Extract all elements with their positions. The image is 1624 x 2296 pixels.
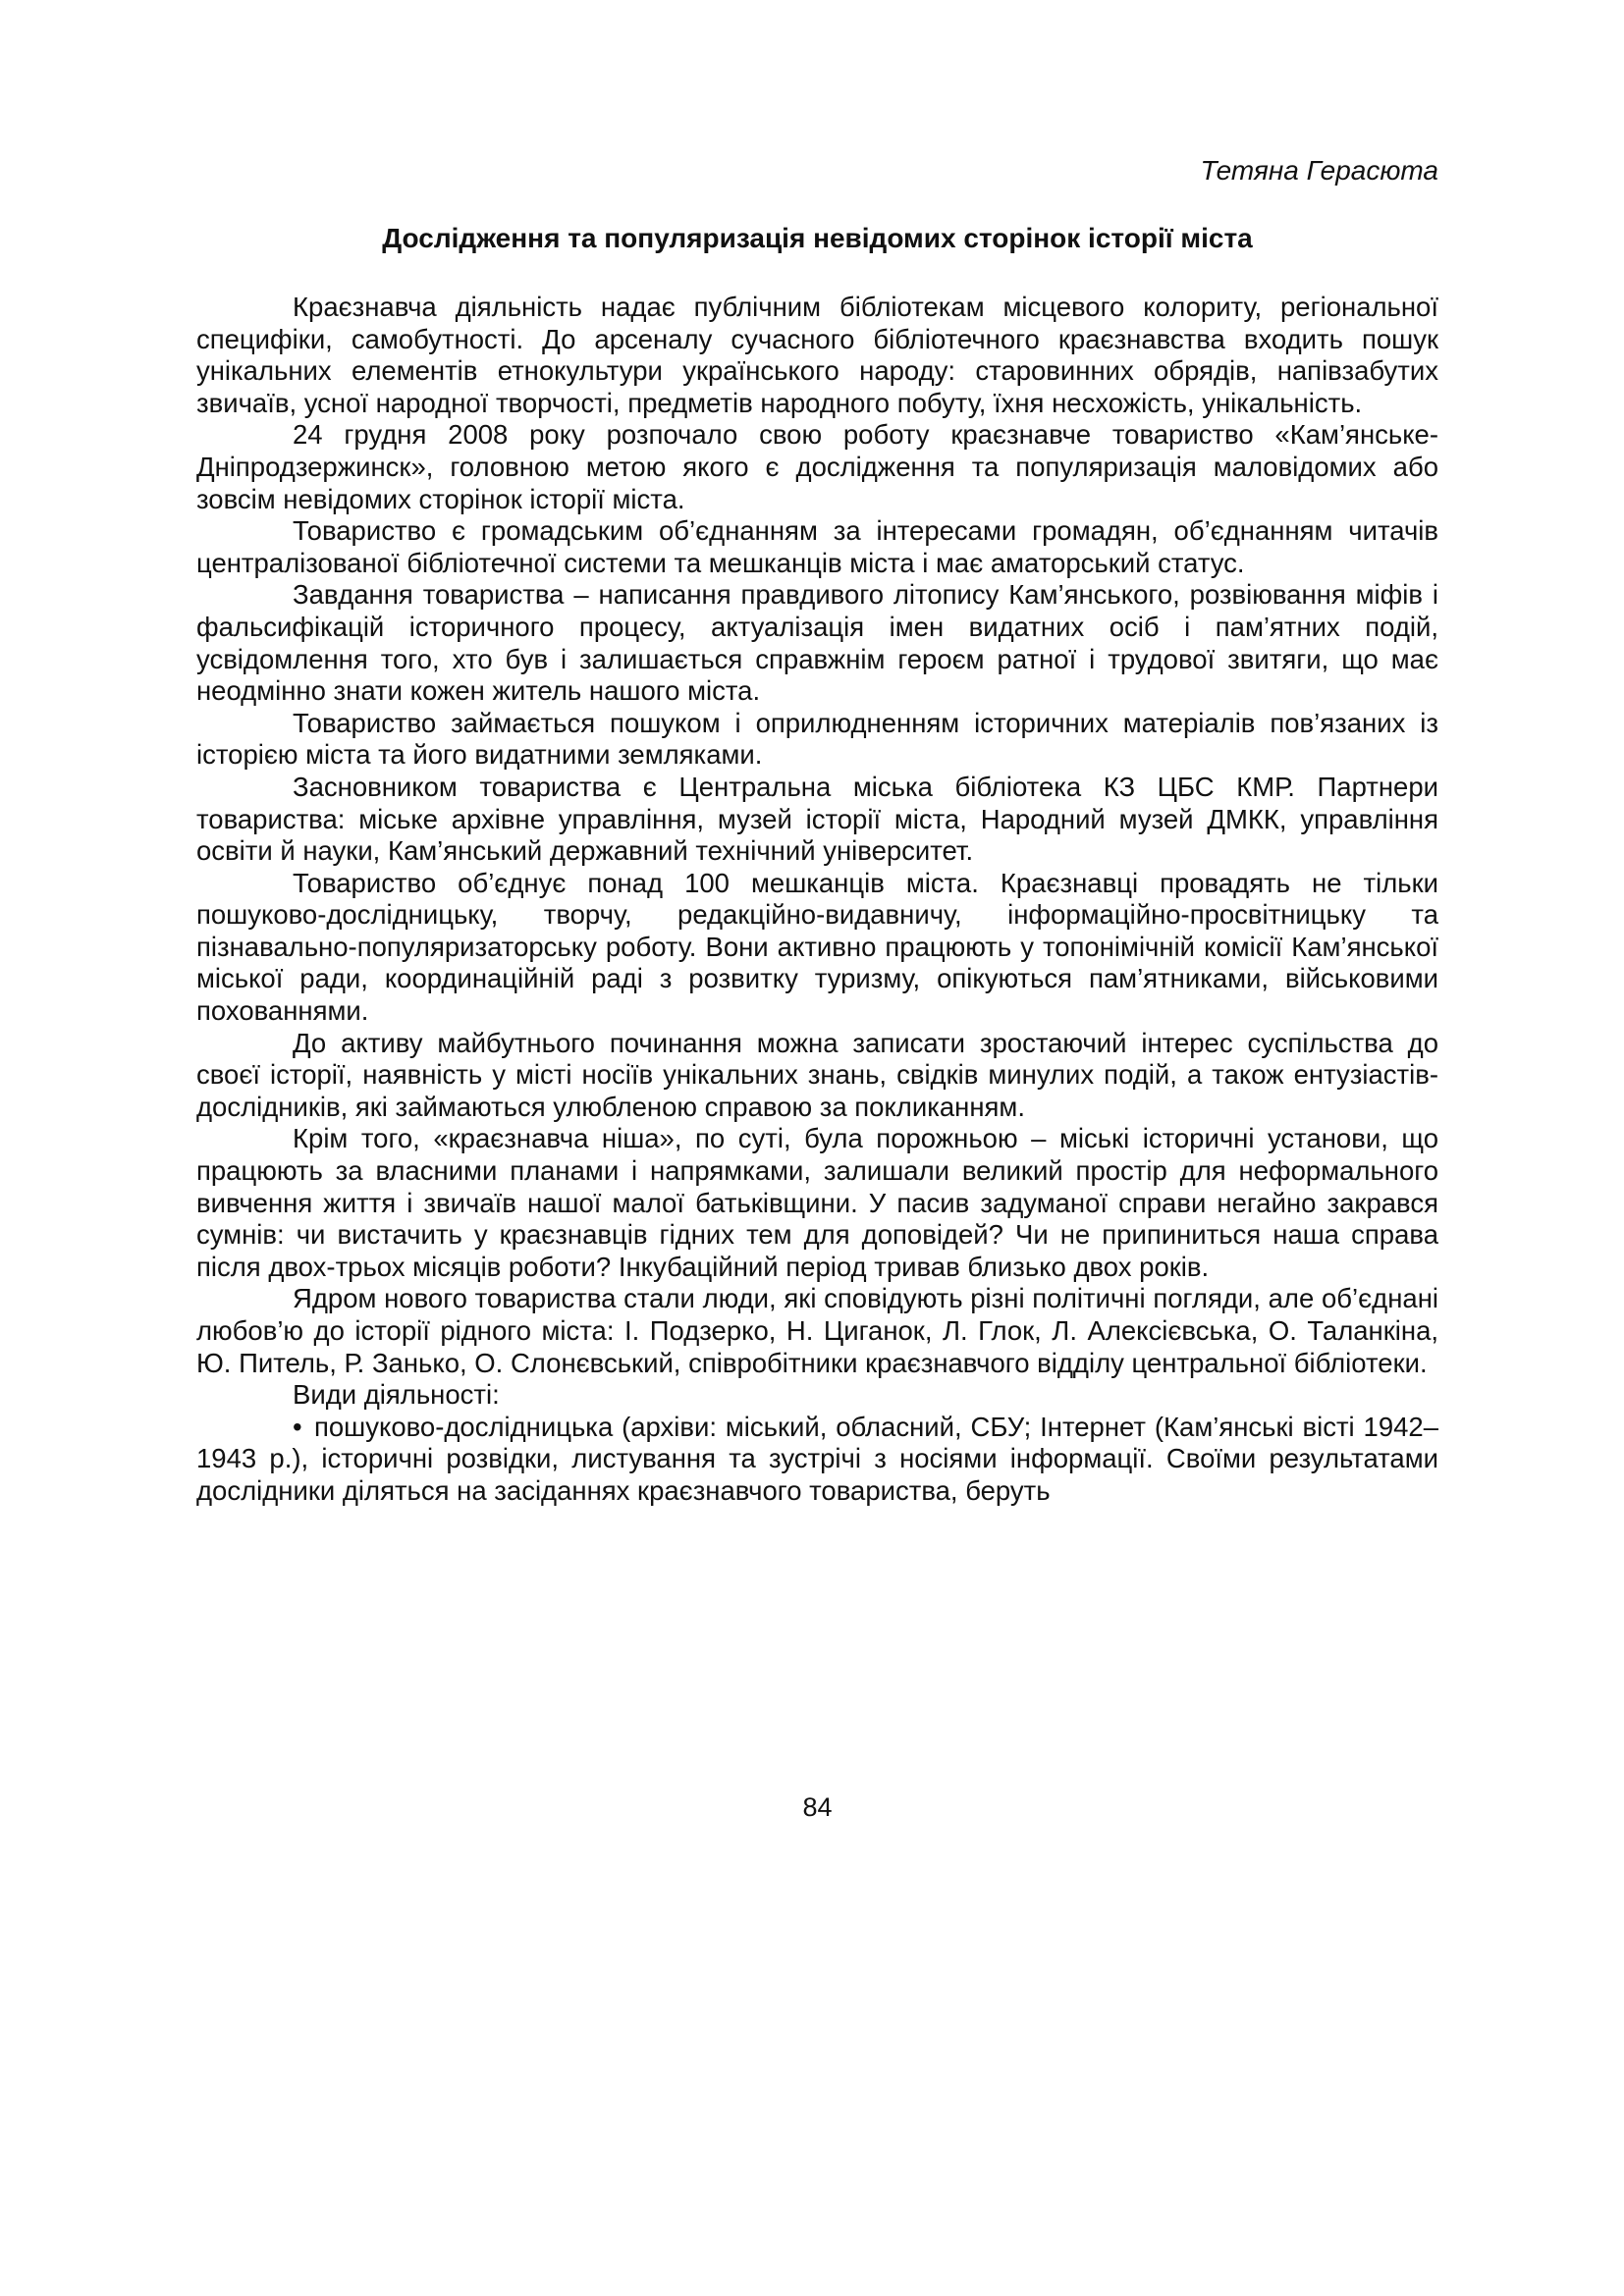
article-title: Дослідження та популяризація невідомих сторінок історії міста [382,223,1253,253]
bullet-text: пошуково-дослідницька (архіви: міський, обласний, СБУ; Інтернет (Кам’янські вісті 1942–1943 р.), історичні розвідки, листування та зустрічі з носіями інформації. Своїми результатами дослідники діляться на засіданнях краєзнавчого товариства, беруть [196,1411,1438,1506]
paragraph: 24 грудня 2008 року розпочало свою роботу краєзнавче товариство «Кам’янське-Дніпродзержинск», головною метою якого є дослідження та популяризація маловідомих або зовсім невідомих сторінок історії міста. [196,419,1438,514]
paragraph: Засновником товариства є Центральна міська бібліотека КЗ ЦБС КМР. Партнери товариства: міське архівне управління, музей історії міста, Народний музей ДМКК, управління освіти й науки, Кам’янський державний технічний університет. [196,771,1438,867]
paragraph: Завдання товариства – написання правдивого літопису Кам’янського, розвіювання міфів і фальсифікацій історичного процесу, актуалізація імен видатних осіб і пам’ятних подій, усвідомлення того, хто був і залишається справжнім героєм ратної і трудової звитяги, що має неодмінно знати кожен житель нашого міста. [196,579,1438,707]
bullet-item [196,1412,1438,1508]
paragraph: Товариство є громадським об’єднанням за інтересами громадян, об’єднанням читачів централізованої бібліотечної системи та мешканців міста і має аматорський статус. [196,515,1438,578]
paragraph: Товариство об’єднує понад 100 мешканців міста. Краєзнавці провадять не тільки пошуково-дослідницьку, творчу, редакційно-видавничу, інформаційно-просвітницьку та пізнавально-популяризаторську роботу. Вони активно працюють у топонімічній комісії Кам’янської міської ради, координаційній раді з розвитку туризму, опікуються пам’ятниками, військовими похованнями. [196,867,1438,1027]
paragraph: Краєзнавча діяльність надає публічним бібліотекам місцевого колориту, регіональної специфіки, самобутності. До арсеналу сучасного бібліотечного краєзнавства входить пошук унікальних елементів етнокультури українського народу: старовинних обрядів, напівзабутих звичаїв, усної народної творчості, предметів народного побуту, їхня несхожість, унікальність. [196,292,1438,418]
paragraph: Крім того, «краєзнавча ніша», по суті, була порожньою – міські історичні установи, що працюють за власними планами і напрямками, залишали великий простір для неформального вивчення життя і звичаїв нашої малої батьківщини. У пасив задуманої справи негайно закрався сумнів: чи вистачить у краєзнавців гідних тем для доповідей? Чи не припиниться наша справа після двох-трьох місяців роботи? Інкубаційний період тривав близько двох років. [196,1123,1438,1282]
article-body [196,292,1438,1508]
bullet-icon: • [293,1411,302,1442]
paragraph: Товариство займається пошуком і оприлюдненням історичних матеріалів пов’язаних із історією міста та його видатними земляками. [196,707,1438,771]
author-name: Тетяна Герасюта [1200,155,1438,186]
paragraph: Ядром нового товариства стали люди, які сповідують різні політичні погляди, але об’єднані любов’ю до історії рідного міста: І. Подзерко, Н. Циганок, Л. Глок, Л. Алексієвська, О. Таланкіна, Ю. Питель, Р. Занько, О. Слонєвський, співробітники краєзнавчого відділу центральної бібліотеки. [196,1283,1438,1378]
paragraph: До активу майбутнього починання можна записати зростаючий інтерес суспільства до своєї історії, наявність у місті носіїв унікальних знань, свідків минулих подій, а також ентузіастів-дослідників, які займаються улюбленою справою за покликанням. [196,1027,1438,1122]
page-number: 84 [802,1792,833,1822]
paragraph: Види діяльності: [293,1379,500,1411]
